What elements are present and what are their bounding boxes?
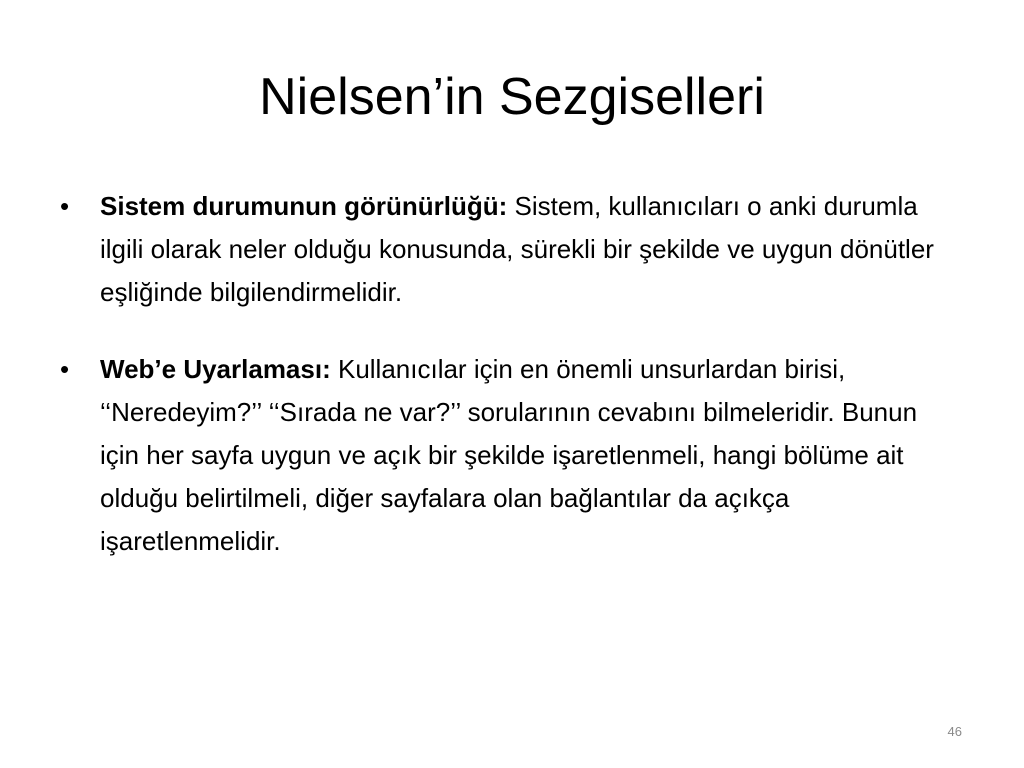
bullet-item [60,348,940,563]
bullet-text: Kullanıcılar için en önemli unsurlardan birisi, ‘‘Neredeyim?’’ ‘‘Sırada ne var?’’ sorularının cevabını bilmeleridir. Bunun için her sayfa uygun ve açık bir şekilde işaretlenmeli, hangi bölüme ait olduğu belirtilmeli, diğer sayfalara olan bağlantılar da açıkça işaretlenmelidir. [100,354,918,556]
bullet-list [60,185,940,597]
bullet-term: Web’e Uyarlaması: [100,354,331,384]
bullet-text: Sistem, kullanıcıları o anki durumla ilgili olarak neler olduğu konusunda, sürekli bir şekilde ve uygun dönütler eşliğinde bilgilendirmelidir. [100,191,934,307]
bullet-item [60,185,940,314]
bullet-icon: • [60,354,70,384]
slide-title: Nielsen’in Sezgiselleri [259,68,765,126]
page-number: 46 [947,724,962,739]
bullet-term: Sistem durumunun görünürlüğü: [100,191,508,221]
bullet-icon: • [60,191,70,221]
